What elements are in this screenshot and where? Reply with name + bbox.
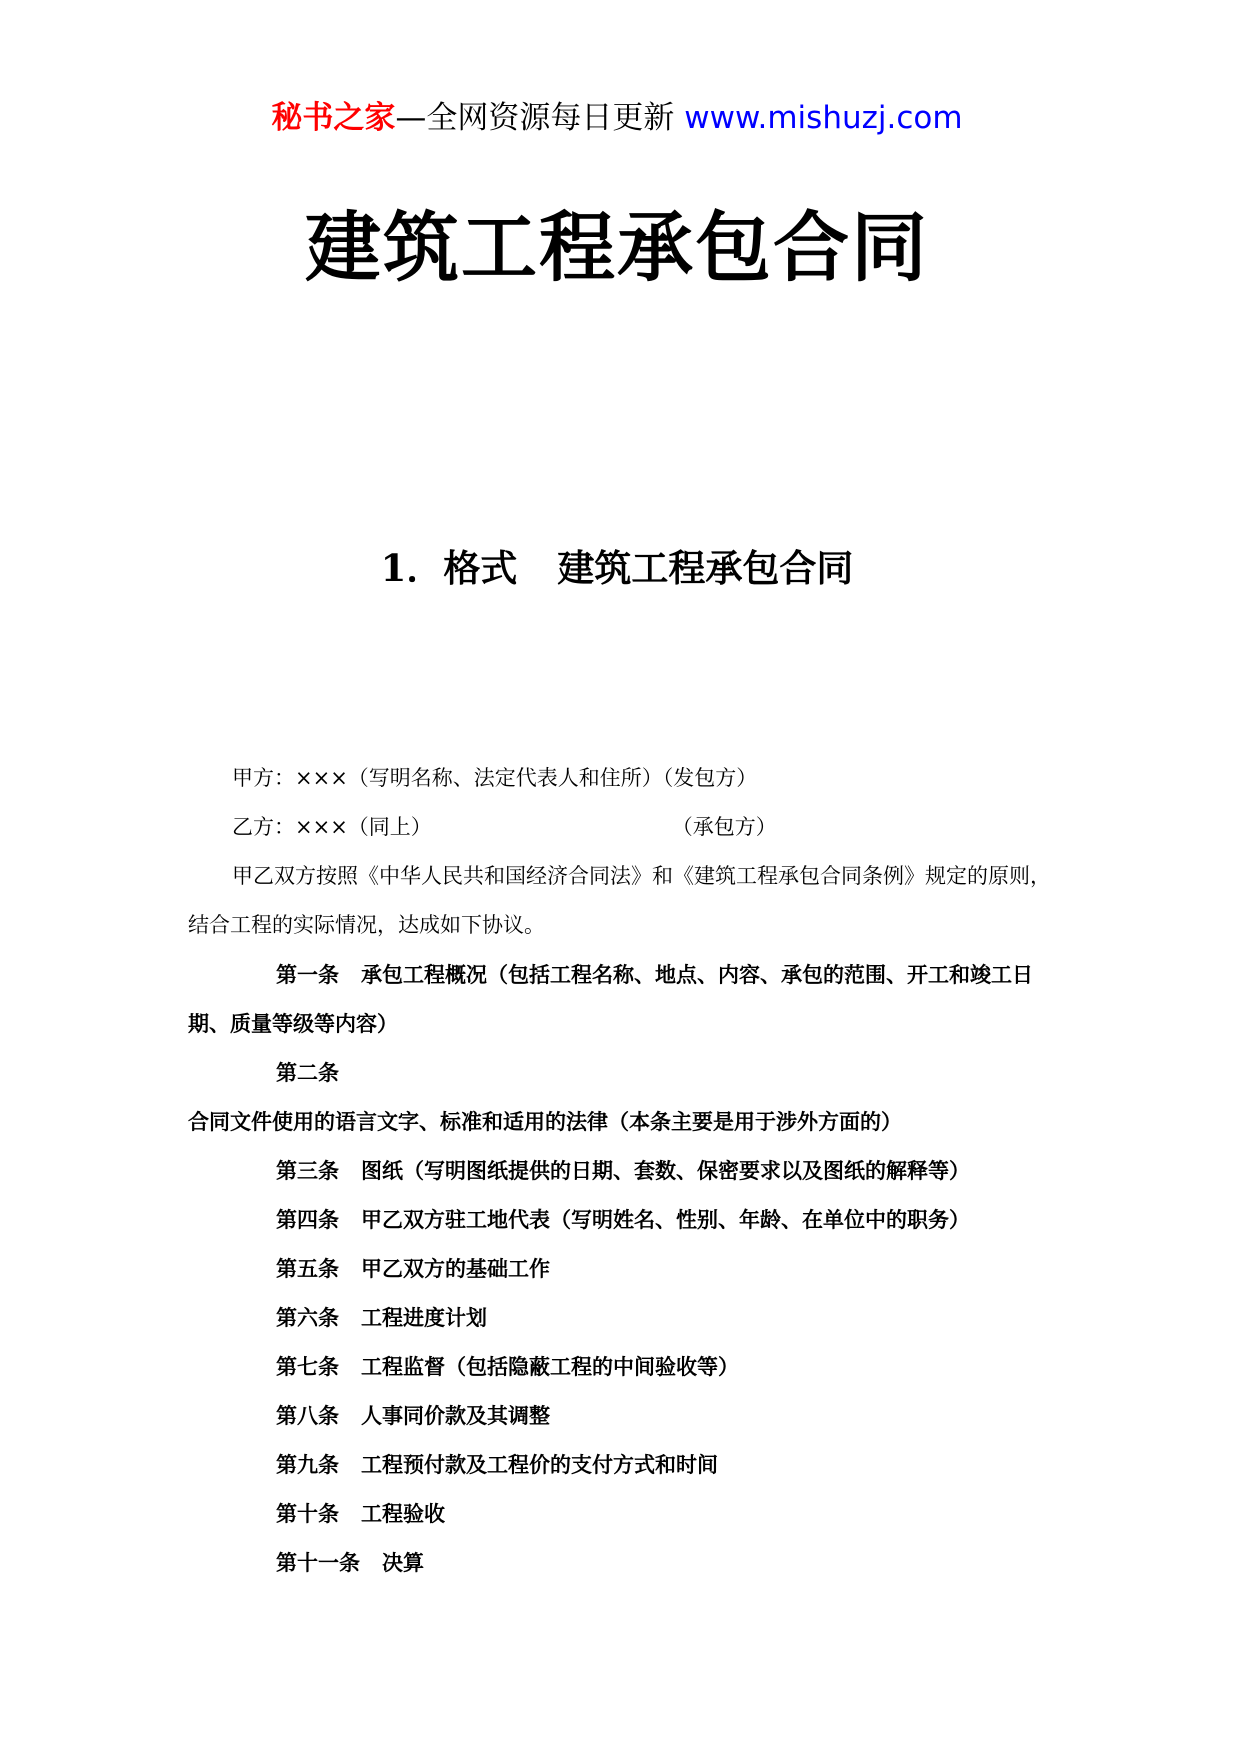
party-b: 乙方：×××（同上） (232, 815, 432, 839)
article-text: 工程进度计划 (361, 1305, 487, 1330)
article-9 (188, 1440, 1068, 1489)
article-text: 人事同价款及其调整 (361, 1403, 550, 1428)
article-6 (188, 1293, 1068, 1342)
section-number: 1．格式 (380, 546, 518, 590)
article-number: 第五条 (276, 1256, 339, 1281)
preamble: 甲乙双方按照《中华人民共和国经济合同法》和《建筑工程承包合同条例》规定的原则，结合工程的实际情况，达成如下协议。 (188, 864, 1051, 937)
article-4 (188, 1195, 1068, 1244)
article-text: 工程验收 (361, 1501, 445, 1526)
article-10 (188, 1489, 1068, 1538)
article-number: 第八条 (276, 1403, 339, 1428)
article-text: 合同文件使用的语言文字、标准和适用的法律（本条主要是用于涉外方面的） (188, 1109, 902, 1134)
site-url-link[interactable]: www.mishuzj.com (684, 100, 963, 136)
document-title: 建筑工程承包合同 (305, 203, 929, 292)
article-number: 第一条 (276, 962, 339, 987)
article-number: 第十一条 (276, 1550, 360, 1575)
article-3 (188, 1146, 1068, 1195)
article-8 (188, 1391, 1068, 1440)
site-brand: 秘书之家 (271, 100, 396, 136)
article-11 (188, 1538, 1068, 1587)
article-text: 承包工程概况（包括工程名称、地点、内容、承包的范围、开工和竣工日期、质量等级等内容） (188, 962, 1033, 1036)
article-number: 第二条 (276, 1060, 339, 1085)
section-title: 建筑工程承包合同 (557, 546, 854, 590)
article-number: 第七条 (276, 1354, 339, 1379)
article-text: 工程监督（包括隐蔽工程的中间验收等） (361, 1354, 739, 1379)
article-1 (188, 950, 1068, 1048)
party-b-line (188, 803, 1068, 852)
party-b-role: （承包方） (671, 815, 777, 839)
article-text: 甲乙双方驻工地代表（写明姓名、性别、年龄、在单位中的职务） (361, 1207, 970, 1232)
site-tagline: —全网资源每日更新 (395, 100, 675, 136)
article-text: 甲乙双方的基础工作 (361, 1256, 550, 1281)
article-number: 第六条 (276, 1305, 339, 1330)
party-a: 甲方：×××（写明名称、法定代表人和住所）（发包方） (232, 766, 758, 790)
article-text: 工程预付款及工程价的支付方式和时间 (361, 1452, 718, 1477)
contract-body (188, 754, 1068, 1587)
article-5 (188, 1244, 1068, 1293)
site-header (0, 98, 1234, 138)
article-7 (188, 1342, 1068, 1391)
section-heading (0, 544, 1234, 592)
article-number: 第十条 (276, 1501, 339, 1526)
article-number: 第三条 (276, 1158, 339, 1183)
article-text: 决算 (382, 1550, 424, 1575)
article-number: 第九条 (276, 1452, 339, 1477)
article-number: 第四条 (276, 1207, 339, 1232)
article-text: 图纸（写明图纸提供的日期、套数、保密要求以及图纸的解释等） (361, 1158, 970, 1183)
article-2 (188, 1048, 1068, 1146)
